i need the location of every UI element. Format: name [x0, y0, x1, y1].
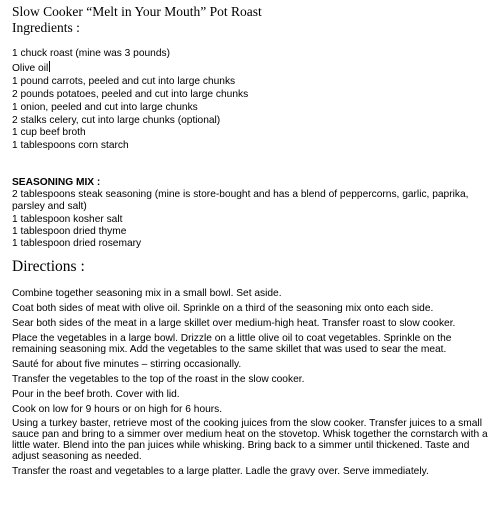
- direction-step: Place the vegetables in a large bowl. Drizzle on a little olive oil to coat vegetables. Sprinkle on the remaining seasoning mix. Add the vegetables to the same skillet that was used to sear the meat.: [12, 332, 452, 355]
- seasoning-item: 1 tablespoon kosher salt: [12, 213, 123, 225]
- direction-step: Sauté for about five minutes – stirring occasionally.: [12, 358, 242, 370]
- recipe-title: Slow Cooker “Melt in Your Mouth” Pot Roast: [12, 4, 262, 19]
- ingredient-item: 1 onion, peeled and cut into large chunks: [12, 101, 198, 113]
- direction-step: Cook on low for 9 hours or on high for 6 hours.: [12, 403, 223, 415]
- seasoning-heading: SEASONING MIX :: [12, 177, 101, 189]
- directions-list: [12, 288, 490, 477]
- seasoning-item: 1 tablespoon dried thyme: [12, 225, 127, 237]
- direction-step: Pour in the beef broth. Cover with lid.: [12, 388, 180, 400]
- direction-step: Sear both sides of the meat in a large skillet over medium-high heat. Transfer roast to slow cooker.: [12, 318, 456, 330]
- ingredient-item: 2 stalks celery, cut into large chunks (optional): [12, 114, 221, 126]
- direction-step: Using a turkey baster, retrieve most of the cooking juices from the slow cooker. Transfer juices to a small sauce pan and bring to a simmer over medium heat on the stovetop. Whisk together the cornstarch with a little water. Blend into the pan juices while whisking. Bring back to a simmer until thickened. Taste and adjust seasoning as needed.: [12, 418, 488, 463]
- ingredient-item: [12, 61, 490, 76]
- ingredient-item: 1 tablespoons corn starch: [12, 140, 129, 152]
- ingredients-heading: Ingredients :: [12, 20, 80, 35]
- ingredients-list: [12, 48, 490, 153]
- direction-step: Coat both sides of meat with olive oil. Sprinkle on a third of the seasoning mix onto each side.: [12, 303, 434, 315]
- ingredient-text: Olive oil: [12, 62, 49, 74]
- direction-step: Transfer the vegetables to the top of the roast in the slow cooker.: [12, 373, 305, 385]
- seasoning-item: 2 tablespoons steak seasoning (mine is store-bought and has a blend of peppercorns, garlic, paprika, parsley and salt): [12, 189, 469, 213]
- ingredient-item: 1 chuck roast (mine was 3 pounds): [12, 48, 170, 59]
- seasoning-list: [12, 189, 490, 250]
- ingredient-item: 1 cup beef broth: [12, 127, 86, 139]
- directions-heading: Directions :: [12, 258, 85, 276]
- seasoning-item: 1 tablespoon dried rosemary: [12, 238, 142, 250]
- ingredient-item: 1 pound carrots, peeled and cut into large chunks: [12, 75, 236, 87]
- document-body[interactable]: [12, 0, 490, 481]
- direction-step: Combine together seasoning mix in a small bowl. Set aside.: [12, 288, 282, 300]
- direction-step: Transfer the roast and vegetables to a large platter. Ladle the gravy over. Serve immediately.: [12, 466, 429, 478]
- text-cursor: [49, 61, 50, 72]
- ingredient-item: 2 pounds potatoes, peeled and cut into large chunks: [12, 88, 249, 100]
